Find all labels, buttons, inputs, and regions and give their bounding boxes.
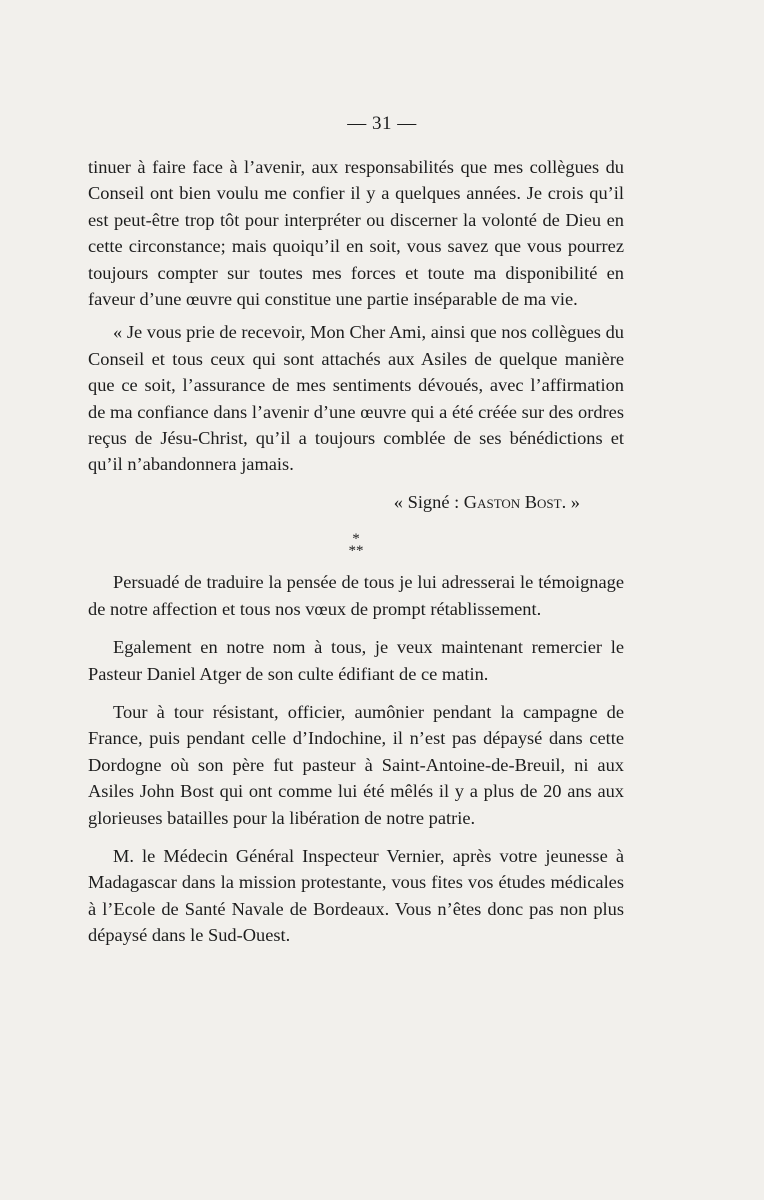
- asterism-top: *: [352, 531, 360, 548]
- signature-line: [88, 489, 624, 515]
- paragraph-medecin-general: M. le Médecin Général Inspecteur Vernier, après votre jeunesse à Madagascar dans la mission protestante, vous fites vos études médicales à l’Ecole de Santé Navale de Bordeaux. Vous n’êtes donc pas non plus dépaysé dans le Sud-Ouest.: [88, 845, 624, 946]
- paragraph-tour-a-tour: Tour à tour résistant, officier, aumônier pendant la campagne de France, puis pendant celle d’Indochine, il n’est pas dépaysé dans cette Dordogne où son père fut pasteur à Saint-Antoine-de-Breuil, ni aux Asiles John Bost qui ont comme lui été mêlés il y a plus de 20 ans aux glorieuses batailles pour la libération de notre patrie.: [88, 701, 624, 828]
- signature-suffix: . »: [561, 491, 580, 512]
- paragraph-letter-closing: « Je vous prie de recevoir, Mon Cher Ami, ainsi que nos collègues du Conseil et tous ceux qui sont attachés aux Asiles de quelque manière que ce soit, l’assurance de mes sentiments dévoués, avec l’affirmation de ma confiance dans l’avenir d’une œuvre qui a été créée sur des ordres reçus de Jésu-Christ, qu’il a toujours comblée de ses bénédictions et qu’il n’abandonnera jamais.: [88, 322, 624, 475]
- paragraph-continuation: tinuer à faire face à l’avenir, aux responsabilités que mes collègues du Conseil ont bien voulu me confier il y a quelques années. Je crois qu’il est peut-être trop tôt pour interpréter ou discerner la volonté de Dieu en cette circonstance; mais quoiqu’il en soit, vous savez que vous pourrez toujours compter sur toutes mes forces et toute ma disponibilité en faveur d’une œuvre qui constitue une partie inséparable de ma vie.: [88, 157, 624, 310]
- asterism-separator: [88, 515, 624, 569]
- signature-prefix: « Signé :: [393, 491, 464, 512]
- signature-name: Gaston Bost: [463, 491, 562, 512]
- paragraph-egalement: Egalement en notre nom à tous, je veux maintenant remercier le Pasteur Daniel Atger de son culte édifiant de ce matin.: [88, 637, 624, 684]
- asterism-bottom: **: [348, 543, 364, 560]
- page-number: — 31 —: [347, 113, 417, 134]
- paragraph-persuade: Persuadé de traduire la pensée de tous je lui adresserai le témoignage de notre affection et tous nos vœux de prompt rétablissement.: [88, 572, 624, 619]
- body-text: [88, 154, 624, 949]
